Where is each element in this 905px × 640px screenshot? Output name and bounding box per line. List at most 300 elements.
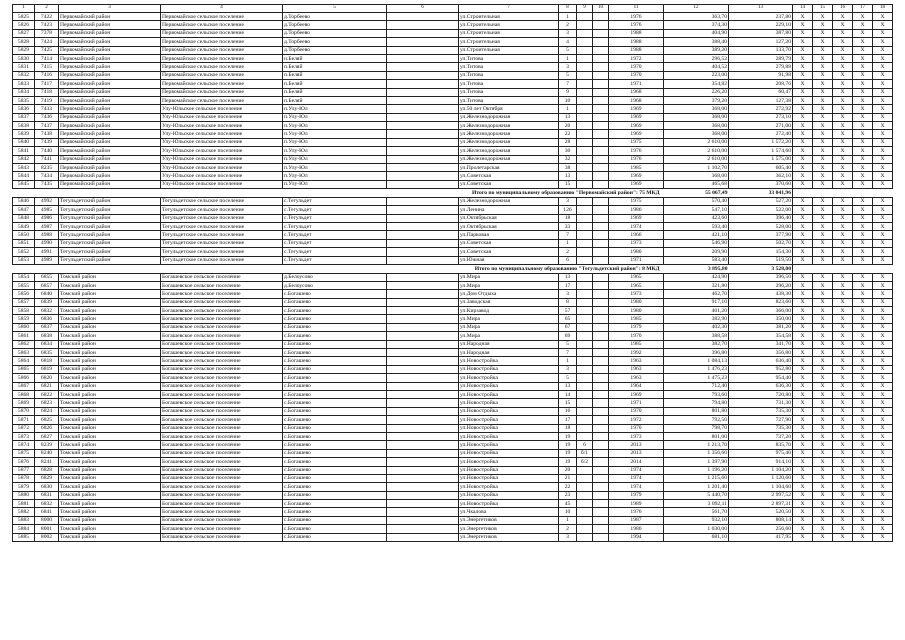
table-cell: ул.Мира: [459, 273, 559, 281]
mark-cell: X: [813, 29, 833, 37]
table-cell: 423,60: [664, 214, 729, 222]
empty-cell: [833, 264, 853, 273]
table-cell: [593, 533, 609, 541]
mark-cell: X: [873, 96, 893, 104]
table-cell: Томский район: [59, 500, 161, 508]
table-cell: ул.Октябрьская: [459, 214, 559, 222]
mark-cell: X: [793, 46, 813, 54]
table-cell: Первомайский район: [59, 172, 161, 180]
table-cell: 2013: [609, 449, 664, 457]
mark-cell: X: [793, 533, 813, 541]
mark-cell: X: [813, 441, 833, 449]
mark-cell: X: [873, 525, 893, 533]
table-cell: 65: [559, 315, 577, 323]
table-cell: 1 201,40: [664, 483, 729, 491]
table-cell: [593, 491, 609, 499]
table-cell: 6835: [35, 349, 59, 357]
table-cell: ул.Железнодорожная: [459, 113, 559, 121]
mark-cell: X: [873, 516, 893, 524]
table-cell: [577, 147, 593, 155]
mark-cell: X: [853, 13, 873, 21]
table-cell: 388,58: [664, 332, 729, 340]
table-cell: ул.Железнодорожная: [459, 122, 559, 130]
mark-cell: X: [853, 180, 873, 188]
table-cell: [387, 197, 459, 205]
table-row: [13, 500, 893, 508]
table-cell: 7378: [35, 29, 59, 37]
table-cell: п.Улу-Юл: [283, 180, 387, 188]
subtotal-row: [13, 264, 893, 273]
table-cell: 5848: [13, 214, 35, 222]
table-cell: с.Богашево: [283, 449, 387, 457]
table-cell: Богашевское сельское поселение: [161, 323, 283, 331]
table-cell: 5838: [13, 122, 35, 130]
table-cell: 3: [559, 290, 577, 298]
table-cell: с.Тегульдет: [283, 239, 387, 247]
table-cell: с.Богашево: [283, 323, 387, 331]
table-cell: [593, 206, 609, 214]
mark-cell: X: [873, 290, 893, 298]
mark-cell: X: [813, 46, 833, 54]
table-cell: 570,40: [664, 197, 729, 205]
table-cell: с.Богашево: [283, 357, 387, 365]
table-cell: Богашевское сельское поселение: [161, 474, 283, 482]
table-cell: 1965: [609, 273, 664, 281]
table-cell: с.Богашево: [283, 500, 387, 508]
table-cell: [577, 71, 593, 79]
table-cell: 18: [559, 424, 577, 432]
table-cell: с.Тегульдет: [283, 222, 387, 230]
table-cell: ул.Строительная: [459, 21, 559, 29]
table-cell: 424,90: [664, 273, 729, 281]
table-cell: Богашевское сельское поселение: [161, 340, 283, 348]
mark-cell: X: [813, 21, 833, 29]
table-cell: 5839: [13, 130, 35, 138]
table-cell: 1 213,70: [664, 441, 729, 449]
table-cell: Томский район: [59, 290, 161, 298]
table-cell: 133,70: [729, 46, 793, 54]
mark-cell: X: [833, 390, 853, 398]
table-row: [13, 365, 893, 373]
table-cell: [387, 130, 459, 138]
table-row: [13, 390, 893, 398]
table-cell: ул.Южная: [459, 256, 559, 264]
table-cell: 932,10: [664, 516, 729, 524]
mark-cell: X: [833, 508, 853, 516]
table-cell: 366,00: [729, 307, 793, 315]
table-cell: 387,80: [729, 29, 793, 37]
table-cell: 1980: [609, 248, 664, 256]
table-cell: ул.Пролетарская: [459, 164, 559, 172]
mark-cell: X: [813, 281, 833, 289]
table-cell: Первомайский район: [59, 29, 161, 37]
mark-cell: X: [853, 298, 873, 306]
mark-cell: X: [853, 248, 873, 256]
mark-cell: X: [813, 105, 833, 113]
table-cell: [387, 256, 459, 264]
table-row: [13, 155, 893, 163]
mark-cell: X: [873, 365, 893, 373]
table-row: [13, 525, 893, 533]
empty-cell: [813, 264, 833, 273]
mark-cell: X: [873, 508, 893, 516]
mark-cell: X: [793, 508, 813, 516]
table-cell: 1985: [609, 340, 664, 348]
table-cell: Улу-Юльское сельское поселение: [161, 122, 283, 130]
table-cell: [387, 105, 459, 113]
table-cell: [593, 113, 609, 121]
mark-cell: X: [853, 80, 873, 88]
mark-cell: X: [833, 130, 853, 138]
table-cell: с.Богашево: [283, 491, 387, 499]
table-cell: 5864: [13, 357, 35, 365]
table-cell: Богашевское сельское поселение: [161, 533, 283, 541]
table-cell: [577, 424, 593, 432]
table-cell: 1963: [609, 357, 664, 365]
mark-cell: X: [833, 382, 853, 390]
table-cell: 5: [559, 374, 577, 382]
mark-cell: X: [793, 525, 813, 533]
table-cell: 2: [559, 248, 577, 256]
mark-cell: X: [793, 38, 813, 46]
table-cell: 6821: [35, 382, 59, 390]
table-cell: 15: [559, 180, 577, 188]
mark-cell: X: [853, 231, 873, 239]
table-cell: [577, 155, 593, 163]
mark-cell: X: [813, 491, 833, 499]
table-cell: 1976: [609, 155, 664, 163]
table-cell: 6827: [35, 432, 59, 440]
table-cell: 1976: [609, 147, 664, 155]
mark-cell: X: [853, 374, 873, 382]
mark-cell: X: [833, 256, 853, 264]
table-cell: ул.Строительная: [459, 13, 559, 21]
housing-register-table: [12, 4, 893, 542]
table-cell: Тегульдетское сельское поселение: [161, 222, 283, 230]
table-cell: [593, 122, 609, 130]
table-cell: 4988: [35, 231, 59, 239]
table-cell: [593, 71, 609, 79]
mark-cell: X: [813, 365, 833, 373]
mark-cell: X: [793, 197, 813, 205]
mark-cell: X: [853, 138, 873, 146]
mark-cell: X: [793, 273, 813, 281]
table-cell: 7439: [35, 138, 59, 146]
table-cell: Тегульдетский район: [59, 256, 161, 264]
table-cell: [593, 29, 609, 37]
table-cell: Богашевское сельское поселение: [161, 491, 283, 499]
table-row: [13, 307, 893, 315]
table-cell: 5833: [13, 80, 35, 88]
table-cell: с.Тегульдет: [283, 214, 387, 222]
table-cell: 60,47: [729, 88, 793, 96]
table-cell: Томский район: [59, 323, 161, 331]
table-cell: 1987: [609, 516, 664, 524]
table-row: [13, 248, 893, 256]
table-cell: Первомайский район: [59, 164, 161, 172]
table-cell: [593, 340, 609, 348]
table-cell: 1970: [609, 424, 664, 432]
mark-cell: X: [853, 290, 873, 298]
table-cell: [387, 54, 459, 62]
table-cell: ул.Мира: [459, 323, 559, 331]
table-row: [13, 130, 893, 138]
table-cell: [593, 197, 609, 205]
table-cell: 229,10: [729, 21, 793, 29]
table-cell: 5836: [13, 105, 35, 113]
table-cell: Первомайское сельское поселение: [161, 71, 283, 79]
table-cell: [593, 349, 609, 357]
table-cell: 1971: [609, 399, 664, 407]
table-cell: 520,50: [729, 508, 793, 516]
table-cell: с.Тегульдет: [283, 197, 387, 205]
table-cell: [593, 516, 609, 524]
table-cell: 438,30: [729, 290, 793, 298]
table-cell: [387, 155, 459, 163]
table-cell: 5880: [13, 491, 35, 499]
table-cell: 38: [559, 164, 577, 172]
column-number: 13: [729, 5, 793, 13]
mark-cell: X: [793, 365, 813, 373]
table-cell: ул.Новостройка: [459, 357, 559, 365]
mark-cell: X: [833, 38, 853, 46]
table-cell: [577, 197, 593, 205]
table-cell: 67: [559, 323, 577, 331]
table-cell: Богашевское сельское поселение: [161, 390, 283, 398]
mark-cell: X: [813, 357, 833, 365]
mark-cell: X: [833, 122, 853, 130]
mark-cell: X: [853, 365, 873, 373]
table-cell: [577, 29, 593, 37]
table-cell: 2 897,31: [729, 500, 793, 508]
mark-cell: X: [873, 382, 893, 390]
table-cell: 237,80: [729, 13, 793, 21]
table-cell: Первомайский район: [59, 155, 161, 163]
table-cell: [387, 13, 459, 21]
table-cell: [387, 340, 459, 348]
table-cell: д.Торбеево: [283, 21, 387, 29]
table-cell: Томский район: [59, 466, 161, 474]
table-cell: п.Улу-Юл: [283, 164, 387, 172]
table-cell: Первомайское сельское поселение: [161, 29, 283, 37]
table-cell: Первомайский район: [59, 38, 161, 46]
table-cell: ул.Титова: [459, 88, 559, 96]
table-cell: 279,88: [729, 63, 793, 71]
table-cell: 13: [559, 113, 577, 121]
mark-cell: X: [793, 54, 813, 62]
table-row: [13, 323, 893, 331]
table-cell: 8001: [35, 525, 59, 533]
mark-cell: X: [813, 88, 833, 96]
table-cell: Богашевское сельское поселение: [161, 290, 283, 298]
table-cell: 546,90: [664, 239, 729, 247]
table-cell: Тегульдетский район: [59, 248, 161, 256]
table-cell: Томский район: [59, 432, 161, 440]
table-cell: п.Улу-Юл: [283, 122, 387, 130]
table-cell: 23: [559, 491, 577, 499]
mark-cell: X: [813, 508, 833, 516]
table-row: [13, 483, 893, 491]
table-cell: [577, 432, 593, 440]
table-cell: 5856: [13, 290, 35, 298]
mark-cell: X: [853, 407, 873, 415]
mark-cell: X: [793, 155, 813, 163]
mark-cell: X: [813, 323, 833, 331]
mark-cell: X: [873, 407, 893, 415]
table-cell: 6823: [35, 399, 59, 407]
mark-cell: X: [833, 500, 853, 508]
table-cell: 1970: [609, 407, 664, 415]
table-row: [13, 214, 893, 222]
table-cell: [593, 323, 609, 331]
table-cell: 1970: [609, 71, 664, 79]
table-cell: 5861: [13, 332, 35, 340]
mark-cell: X: [813, 214, 833, 222]
table-cell: Улу-Юльское сельское поселение: [161, 130, 283, 138]
table-cell: 7425: [35, 46, 59, 54]
table-cell: 561,70: [664, 508, 729, 516]
table-cell: 4992: [35, 197, 59, 205]
table-cell: 379,20: [664, 96, 729, 104]
table-cell: ул.Новостройка: [459, 483, 559, 491]
table-cell: ул.Строительная: [459, 29, 559, 37]
table-cell: 5: [559, 340, 577, 348]
table-cell: [593, 441, 609, 449]
table-cell: Первомайский район: [59, 122, 161, 130]
table-cell: 10: [559, 508, 577, 516]
subtotal-living: 3 528,00: [729, 264, 793, 273]
mark-cell: X: [813, 449, 833, 457]
mark-cell: X: [873, 222, 893, 230]
table-cell: 32: [559, 155, 577, 163]
table-cell: 3: [559, 29, 577, 37]
table-cell: Первомайское сельское поселение: [161, 96, 283, 104]
table-row: [13, 38, 893, 46]
table-cell: п.Беляй: [283, 96, 387, 104]
subtotal-living: 33 041,96: [729, 189, 793, 198]
table-cell: Первомайское сельское поселение: [161, 13, 283, 21]
mark-cell: X: [833, 164, 853, 172]
table-cell: ул.Новостройка: [459, 424, 559, 432]
table-cell: 13: [559, 172, 577, 180]
table-cell: 1974: [609, 474, 664, 482]
mark-cell: X: [853, 164, 873, 172]
table-cell: 8002: [35, 533, 59, 541]
table-cell: 5884: [13, 525, 35, 533]
table-cell: [593, 399, 609, 407]
table-row: [13, 197, 893, 205]
mark-cell: X: [873, 390, 893, 398]
table-cell: [387, 222, 459, 230]
table-row: [13, 54, 893, 62]
mark-cell: X: [853, 357, 873, 365]
table-cell: 14: [559, 390, 577, 398]
table-cell: [577, 172, 593, 180]
table-cell: 5 440,70: [664, 491, 729, 499]
table-cell: Улу-Юльское сельское поселение: [161, 113, 283, 121]
table-cell: 1963: [609, 374, 664, 382]
mark-cell: X: [853, 214, 873, 222]
mark-cell: X: [853, 349, 873, 357]
table-cell: Тегульдетское сельское поселение: [161, 197, 283, 205]
mark-cell: X: [793, 214, 813, 222]
column-number: 12: [664, 5, 729, 13]
mark-cell: X: [833, 491, 853, 499]
table-cell: [593, 46, 609, 54]
table-row: [13, 416, 893, 424]
table-cell: 21: [559, 474, 577, 482]
mark-cell: X: [833, 147, 853, 155]
table-cell: ул.Новостройка: [459, 382, 559, 390]
table-cell: 19: [559, 449, 577, 457]
mark-cell: X: [853, 525, 873, 533]
table-cell: 396,50: [729, 273, 793, 281]
table-row: [13, 180, 893, 188]
table-cell: Богашевское сельское поселение: [161, 508, 283, 516]
table-cell: 1988: [609, 29, 664, 37]
table-cell: [593, 54, 609, 62]
table-cell: 7419: [35, 96, 59, 104]
table-cell: [387, 113, 459, 121]
column-number: 6: [387, 5, 459, 13]
mark-cell: X: [853, 449, 873, 457]
table-cell: с.Богашево: [283, 516, 387, 524]
table-cell: Первомайский район: [59, 180, 161, 188]
table-cell: ул.Новостройка: [459, 441, 559, 449]
table-cell: [577, 21, 593, 29]
table-cell: [387, 239, 459, 247]
table-row: [13, 508, 893, 516]
table-cell: 1975: [609, 197, 664, 205]
mark-cell: X: [873, 231, 893, 239]
table-cell: Богашевское сельское поселение: [161, 458, 283, 466]
mark-cell: X: [853, 29, 873, 37]
mark-cell: X: [853, 147, 873, 155]
table-cell: 1980: [609, 298, 664, 306]
table-cell: [593, 222, 609, 230]
table-cell: 4: [559, 38, 577, 46]
table-cell: 735,30: [729, 407, 793, 415]
table-cell: 9: [559, 88, 577, 96]
table-cell: [593, 63, 609, 71]
table-cell: [593, 281, 609, 289]
table-cell: Томский район: [59, 357, 161, 365]
table-cell: [387, 206, 459, 214]
table-cell: 2: [559, 21, 577, 29]
mark-cell: X: [873, 315, 893, 323]
table-cell: с.Тегульдет: [283, 231, 387, 239]
mark-cell: X: [833, 113, 853, 121]
table-cell: [387, 516, 459, 524]
table-cell: Тегульдетский район: [59, 206, 161, 214]
mark-cell: X: [833, 172, 853, 180]
table-cell: [387, 147, 459, 155]
mark-cell: X: [833, 449, 853, 457]
table-cell: 6: [577, 441, 593, 449]
table-cell: [387, 63, 459, 71]
table-row: [13, 71, 893, 79]
table-cell: 377,90: [729, 231, 793, 239]
table-cell: ул.Парковая: [459, 231, 559, 239]
table-cell: [387, 80, 459, 88]
table-cell: 6829: [35, 474, 59, 482]
table-cell: 5831: [13, 63, 35, 71]
mark-cell: X: [833, 290, 853, 298]
table-cell: 2 610,00: [664, 147, 729, 155]
table-cell: [593, 239, 609, 247]
table-cell: 1971: [609, 256, 664, 264]
mark-cell: X: [873, 138, 893, 146]
